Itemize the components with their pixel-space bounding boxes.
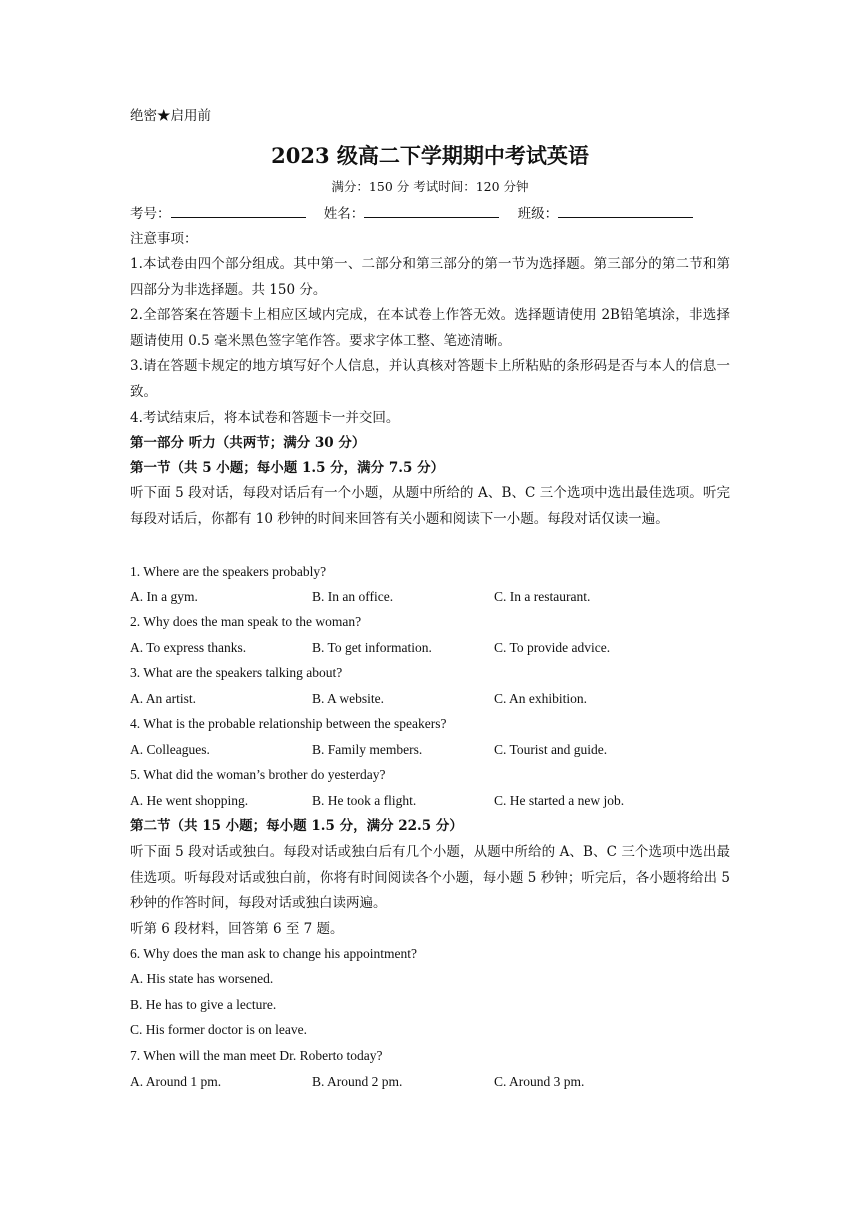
q4-option-a: A. Colleagues. — [130, 742, 210, 757]
q1-option-c: C. In a restaurant. — [494, 589, 591, 604]
exam-title: 2023 级高二下学期期中考试英语 — [271, 143, 589, 168]
q3-option-c: C. An exhibition. — [494, 691, 588, 706]
question-3: 3. What are the speakers talking about? — [130, 665, 343, 680]
q5-option-a: A. He went shopping. — [130, 793, 249, 808]
section1-instructions: 听下面 5 段对话，每段对话后有一个小题，从题中所给的 A、B、C 三个选项中选出最佳选项。听完每段对话后，你都有 10 秒钟的时间来回答有关小题和阅读下一小题。每段对话仅读一遍。 — [130, 485, 730, 527]
q6-option-b: B. He has to give a lecture. — [130, 997, 277, 1012]
question-7: 7. When will the man meet Dr. Roberto today? — [130, 1048, 383, 1063]
name-label: 姓名： — [323, 206, 365, 222]
name-blank[interactable] — [364, 205, 499, 218]
section1-heading: 第一节（共 5 小题；每小题 1.5 分，满分 7.5 分） — [130, 460, 445, 476]
confidential-label: 绝密★启用前 — [130, 108, 211, 124]
class-label: 班级： — [517, 206, 559, 222]
material-6-label: 听第 6 段材料，回答第 6 至 7 题。 — [130, 921, 344, 937]
q4-option-c: C. Tourist and guide. — [494, 742, 608, 757]
exam-subtitle: 满分：150 分 考试时间：120 分钟 — [331, 179, 529, 194]
question-6: 6. Why does the man ask to change his appointment? — [130, 946, 417, 961]
exam-number-label: 考号： — [130, 206, 171, 222]
q6-option-a: A. His state has worsened. — [130, 971, 274, 986]
notice-item-1: 1.本试卷由四个部分组成。其中第一、二部分和第三部分的第一节为选择题。第三部分的第二节和第四部分为非选择题。共 150 分。 — [130, 256, 730, 298]
part1-heading: 第一部分 听力（共两节；满分 30 分） — [130, 435, 366, 451]
q5-option-b: B. He took a flight. — [312, 793, 417, 808]
q7-option-c: C. Around 3 pm. — [494, 1074, 585, 1089]
q1-option-a: A. In a gym. — [130, 589, 198, 604]
q6-option-c: C. His former doctor is on leave. — [130, 1022, 307, 1037]
q2-option-c: C. To provide advice. — [494, 640, 611, 655]
question-4: 4. What is the probable relationship between the speakers? — [130, 716, 447, 731]
question-1: 1. Where are the speakers probably? — [130, 564, 327, 579]
notice-item-2: 2.全部答案在答题卡上相应区域内完成，在本试卷上作答无效。选择题请使用 2B铅笔填涂，非选择题请使用 0.5 毫米黑色签字笔作答。要求字体工整、笔迹清晰。 — [130, 307, 730, 349]
section2-instructions: 听下面 5 段对话或独白。每段对话或独白后有几个小题，从题中所给的 A、B、C 三个选项中选出最佳选项。听每段对话或独白前，你将有时间阅读各个小题，每小题 5 秒钟；听完后，各小题将给出 5 秒钟的作答时间，每段对话或独白读两遍。 — [130, 844, 730, 911]
q7-option-b: B. Around 2 pm. — [312, 1074, 403, 1089]
section2-heading: 第二节（共 15 小题；每小题 1.5 分，满分 22.5 分） — [130, 818, 463, 834]
q1-option-b: B. In an office. — [312, 589, 394, 604]
q3-option-b: B. A website. — [312, 691, 385, 706]
notice-heading: 注意事项： — [130, 231, 198, 247]
question-5: 5. What did the woman’s brother do yesterday? — [130, 767, 386, 782]
notice-item-4: 4.考试结束后，将本试卷和答题卡一并交回。 — [130, 410, 400, 426]
q5-option-c: C. He started a new job. — [494, 793, 625, 808]
notice-item-3: 3.请在答题卡规定的地方填写好个人信息，并认真核对答题卡上所粘贴的条形码是否与本人的信息一致。 — [130, 358, 730, 400]
class-blank[interactable] — [558, 205, 693, 218]
q7-option-a: A. Around 1 pm. — [130, 1074, 222, 1089]
q3-option-a: A. An artist. — [130, 691, 196, 706]
student-info-row — [130, 205, 707, 223]
q4-option-b: B. Family members. — [312, 742, 423, 757]
question-2: 2. Why does the man speak to the woman? — [130, 614, 362, 629]
q2-option-b: B. To get information. — [312, 640, 432, 655]
q2-option-a: A. To express thanks. — [130, 640, 247, 655]
exam-number-blank[interactable] — [171, 205, 306, 218]
